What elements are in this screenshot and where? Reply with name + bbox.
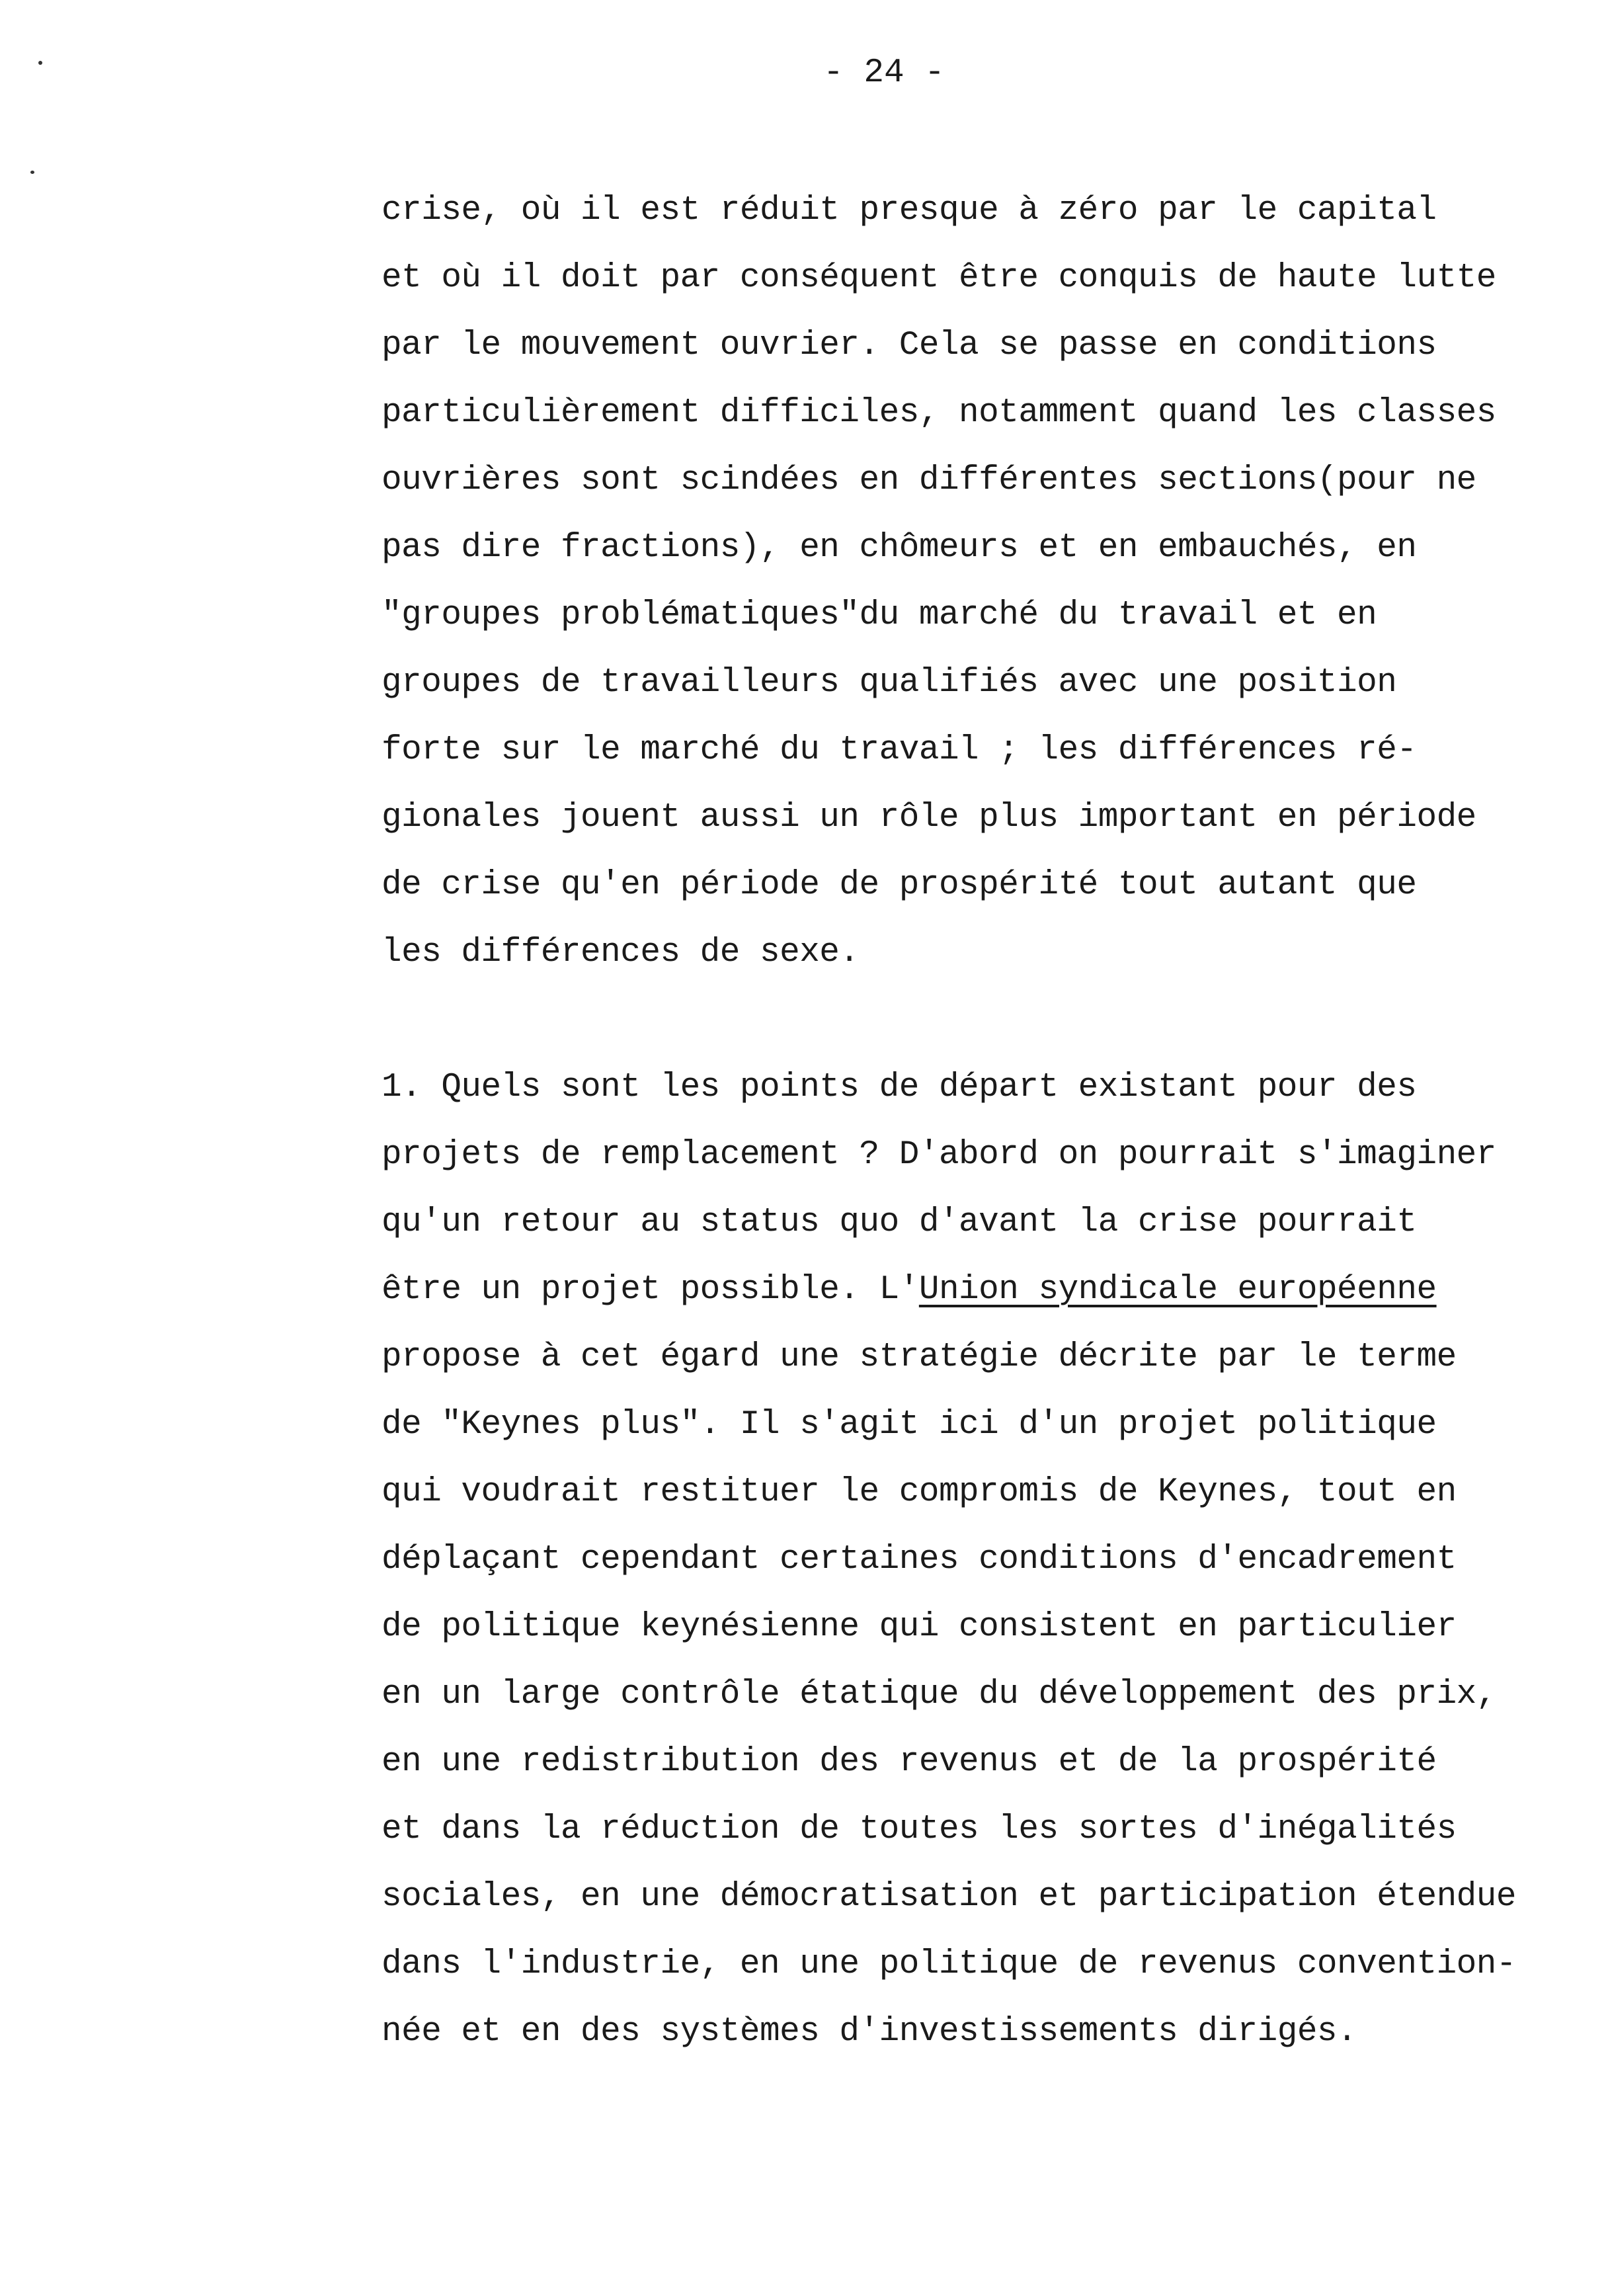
- text-line: par le mouvement ouvrier. Cela se passe en conditions: [382, 327, 1437, 364]
- text-line: particulièrement difficiles, notamment quand les classes: [382, 394, 1496, 432]
- text-line: déplaçant cependant certaines conditions d'encadrement: [382, 1541, 1457, 1578]
- text-line: sociales, en une démocratisation et participation étendue: [382, 1878, 1516, 1916]
- paragraph-2: [382, 1054, 1516, 2066]
- text-line: et dans la réduction de toutes les sortes d'inégalités: [382, 1811, 1457, 1848]
- text-line: née et en des systèmes d'investissements dirigés.: [382, 2013, 1357, 2051]
- text-segment: être un projet possible. L': [382, 1271, 919, 1309]
- paragraph-1: [382, 177, 1496, 987]
- text-line: et où il doit par conséquent être conquis de haute lutte: [382, 259, 1496, 297]
- text-line: groupes de travailleurs qualifiés avec une position: [382, 664, 1397, 702]
- text-line-with-underline: [382, 1256, 1516, 1324]
- text-line: pas dire fractions), en chômeurs et en embauchés, en: [382, 529, 1417, 567]
- text-line: qui voudrait restituer le compromis de Keynes, tout en: [382, 1473, 1457, 1511]
- text-line: "groupes problématiques"du marché du travail et en: [382, 596, 1377, 634]
- page-number: - 24 -: [823, 54, 945, 92]
- text-line: qu'un retour au status quo d'avant la crise pourrait: [382, 1204, 1417, 1241]
- paper-speck: [30, 171, 34, 174]
- text-line: les différences de sexe.: [382, 934, 860, 971]
- text-line: gionales jouent aussi un rôle plus important en période: [382, 799, 1476, 837]
- text-line: de crise qu'en période de prospérité tout autant que: [382, 866, 1417, 904]
- text-line: en une redistribution des revenus et de la prospérité: [382, 1743, 1437, 1781]
- text-line: de politique keynésienne qui consistent en particulier: [382, 1608, 1457, 1646]
- text-line: projets de remplacement ? D'abord on pourrait s'imaginer: [382, 1136, 1496, 1174]
- text-line: ouvrières sont scindées en différentes sections(pour ne: [382, 462, 1476, 499]
- underlined-organization-name: Union syndicale européenne: [918, 1271, 1437, 1309]
- text-line: 1. Quels sont les points de départ existant pour des: [382, 1069, 1417, 1106]
- text-line: propose à cet égard une stratégie décrite par le terme: [382, 1338, 1457, 1376]
- text-line: crise, où il est réduit presque à zéro par le capital: [382, 192, 1437, 229]
- text-line: de "Keynes plus". Il s'agit ici d'un projet politique: [382, 1406, 1437, 1444]
- text-line: forte sur le marché du travail ; les différences ré-: [382, 731, 1417, 769]
- text-line: dans l'industrie, en une politique de revenus convention-: [382, 1946, 1516, 1983]
- paper-speck: [38, 61, 42, 65]
- text-line: en un large contrôle étatique du développement des prix,: [382, 1676, 1496, 1713]
